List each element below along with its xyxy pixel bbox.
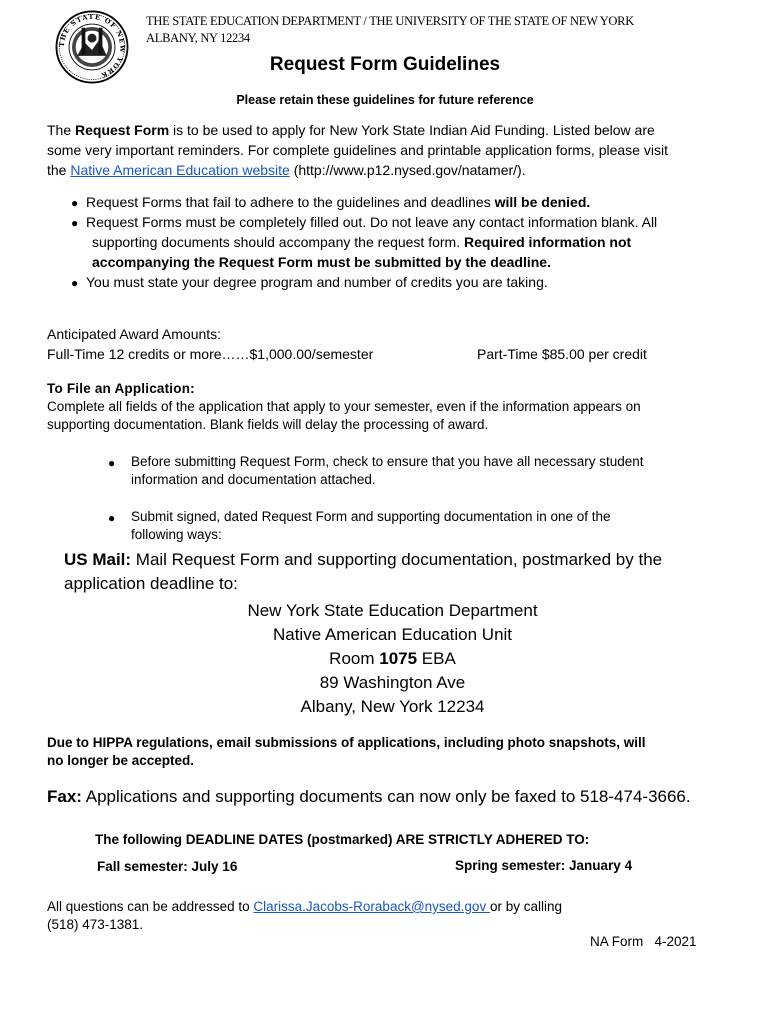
department-address: ALBANY, NY 12234 xyxy=(146,31,250,45)
contact-info: All questions can be addressed to Clarissa.Jacobs-Roraback@nysed.gov or by calling xyxy=(47,899,562,914)
fax-section xyxy=(47,787,691,807)
intro-paragraph: The Request Form is to be used to apply for New York State Indian Aid Funding. Listed below are some very important reminders. For complete guidelines and printable application forms, please visit the Native American Education website (http://www.p12.nysed.gov/natamer/). xyxy=(47,122,668,178)
fax-label: Fax: xyxy=(47,787,82,806)
retain-notice: Please retain these guidelines for future reference xyxy=(236,93,534,107)
deadline-heading: The following DEADLINE DATES (postmarked) ARE STRICTLY ADHERED TO: xyxy=(95,832,590,847)
reminder-list xyxy=(47,192,737,292)
contact-phone: (518) 473-1381. xyxy=(47,917,144,932)
file-application-section: To File an Application: Complete all fields of the application that apply to your semester, even if the information appears on supporting documentation. Blank fields will delay the processing of award. xyxy=(47,380,737,434)
svg-text:THE STATE OF NEW YORK: THE STATE OF NEW YORK xyxy=(57,12,127,80)
submission-steps xyxy=(47,453,737,544)
native-american-education-link[interactable]: Native American Education website xyxy=(70,162,290,178)
list-item: ● Submit signed, dated Request Form and supporting documentation in one of the following ways: xyxy=(108,509,611,542)
list-item: ● Request Forms must be completely filled out. Do not leave any contact information blank. All supporting documents should accompany the request form. Required information not accompanying the Request Form must be submitted by the deadline. xyxy=(71,214,658,270)
department-name: THE STATE EDUCATION DEPARTMENT / THE UNIVERSITY OF THE STATE OF NEW YORK xyxy=(146,14,634,28)
us-mail-label: US Mail: xyxy=(64,550,132,569)
mailing-address: New York State Education Department Native American Education Unit Room 1075 EBA 89 Washington Ave Albany, New York 12234 xyxy=(247,601,538,716)
page-title: Request Form Guidelines xyxy=(269,54,501,75)
fax-text: Applications and supporting documents can now only be faxed to 518-474-3666. xyxy=(81,787,691,806)
file-heading: To File an Application: xyxy=(47,381,195,396)
spring-deadline: Spring semester: January 4 xyxy=(455,858,633,873)
list-item: ● Request Forms that fail to adhere to the guidelines and deadlines will be denied. xyxy=(71,194,591,210)
award-amounts xyxy=(47,324,737,364)
us-mail-section: US Mail: Mail Request Form and supporting documentation, postmarked by the application deadline to: xyxy=(64,550,663,593)
list-item: ● Before submitting Request Form, check to ensure that you have all necessary student information and documentation attached. xyxy=(108,454,644,487)
award-heading: Anticipated Award Amounts: xyxy=(47,326,222,342)
form-id: NA Form 4-2021 xyxy=(590,934,697,949)
list-item: ● You must state your degree program and number of credits you are taking. xyxy=(71,274,548,290)
contact-email-link[interactable]: Clarissa.Jacobs-Roraback@nysed.gov xyxy=(253,899,490,914)
fall-deadline: Fall semester: July 16 xyxy=(97,859,238,874)
hippa-notice: Due to HIPPA regulations, email submissions of applications, including photo snapshots, will no longer be accepted. xyxy=(47,735,646,768)
fulltime-award: Full-Time 12 credits or more……$1,000.00/semester xyxy=(47,346,374,362)
parttime-award: Part-Time $85.00 per credit xyxy=(477,346,647,362)
